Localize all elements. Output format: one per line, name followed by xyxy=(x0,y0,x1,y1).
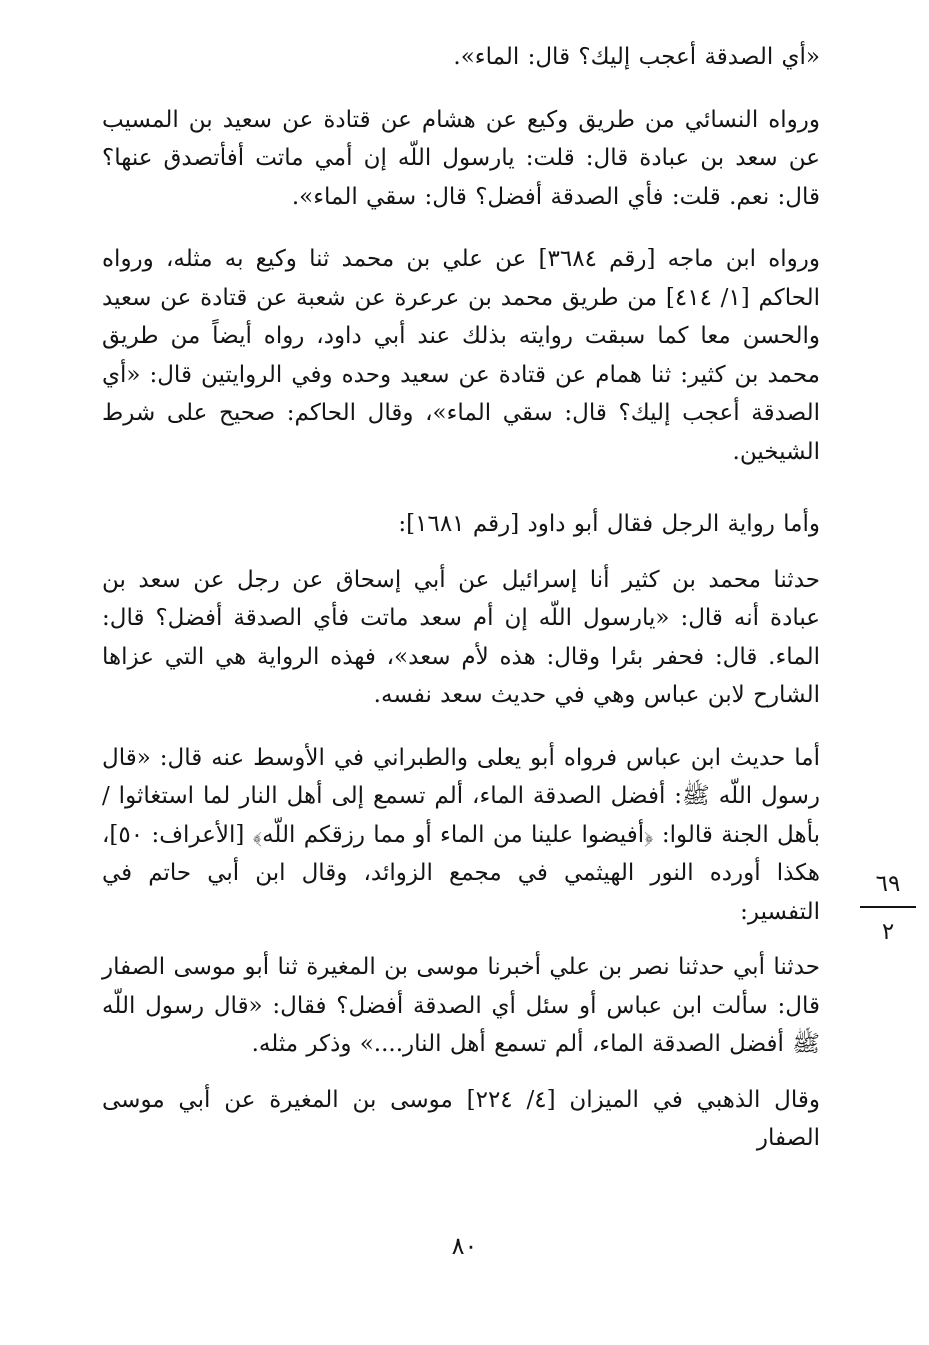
paragraph-ibn-abi-hatim-chain: حدثنا أبي حدثنا نصر بن علي أخبرنا موسى بن المغيرة ثنا أبو موسى الصفار قال: سألت ابن عباس أو سئل أي الصدقة أفضل؟ فقال: «قال رسول اللّه ﷺ أفضل الصدقة الماء، ألم تسمع أهل النار....» وذكر مثله. xyxy=(102,954,820,1057)
paragraph-nasai-narration: ورواه النسائي من طريق وكيع عن هشام عن قتادة عن سعيد بن المسيب عن سعد بن عبادة قال: قلت: يارسول اللّه إن أمي ماتت أفأتصدق عنها؟ قال: نعم. قلت: فأي الصدقة أفضل؟ قال: سقي الماء». xyxy=(102,106,820,210)
margin-manuscript-reference xyxy=(858,870,918,946)
margin-folio-number: ٦٩ xyxy=(875,871,901,897)
main-text-column xyxy=(102,38,820,1158)
paragraph-ibn-abbas-hadith: أما حديث ابن عباس فرواه أبو يعلى والطبراني في الأوسط عنه قال: «قال رسول اللّه ﷺ: أفضل الصدقة الماء، ألم تسمع إلى أهل النار لما استغاثوا /بأهل الجنة قالوا: ﴿أفيضوا علينا من الماء أو مما رزقكم اللّه﴾ [الأعراف: ٥٠]، هكذا أورده النور الهيثمي في مجمع الزوائد، وقال ابن أبي حاتم في التفسير: xyxy=(102,744,820,925)
paragraph-abu-dawud-chain: حدثنا محمد بن كثير أنا إسرائيل عن أبي إسحاق عن رجل عن سعد بن عبادة أنه قال: «يارسول اللّه إن أم سعد ماتت فأي الصدقة أفضل؟ قال: الماء. قال: فحفر بئرا وقال: هذه لأم سعد»، فهذه الرواية هي التي عزاها الشارح لابن عباس وهي في حديث سعد نفسه. xyxy=(102,566,820,708)
margin-divider xyxy=(860,906,916,908)
paragraph-ibn-majah-narration: ورواه ابن ماجه [رقم ٣٦٨٤] عن علي بن محمد ثنا وكيع به مثله، ورواه الحاكم [١/ ٤١٤] من طريق محمد بن عرعرة عن شعبة عن قتادة عن سعيد والحسن معا كما سبقت روايته بذلك عند أبي داود، رواه أيضاً من طريق محمد بن كثير: ثنا همام عن قتادة عن سعيد وحده وفي الروايتين قال: «أي الصدقة أعجب إليك؟ قال: سقي الماء»، وقال الحاكم: صحيح على شرط الشيخين. xyxy=(102,246,821,465)
paragraph-quote-opening: «أي الصدقة أعجب إليك؟ قال: الماء». xyxy=(453,44,820,70)
paragraph-man-narration-intro: وأما رواية الرجل فقال أبو داود [رقم ١٦٨١]: xyxy=(398,511,820,537)
paragraph-dhahabi-mizan: وقال الذهبي في الميزان [٤/ ٢٢٤] موسى بن المغيرة عن أبي موسى الصفار xyxy=(102,1086,821,1151)
margin-volume-number: ٢ xyxy=(881,919,895,945)
page-number: ٨٠ xyxy=(451,1232,478,1260)
